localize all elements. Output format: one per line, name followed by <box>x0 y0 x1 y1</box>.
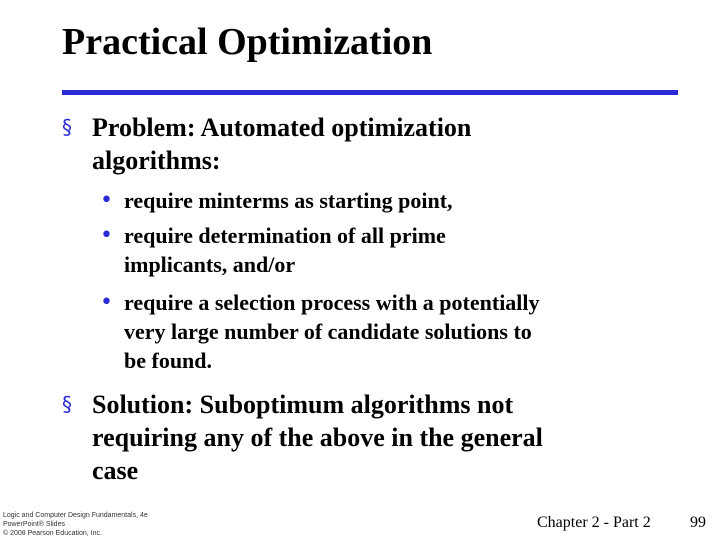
sub-item-prime-implicants-text <box>124 221 684 279</box>
sub-item-selection-process-line-2: very large number of candidate solutions to <box>124 319 532 344</box>
bullet-solution-line-1: Solution: Suboptimum algorithms not <box>92 390 514 419</box>
title-divider <box>62 90 678 95</box>
sub-item-selection-process-text <box>124 288 684 375</box>
sub-item-minterms-text <box>124 186 684 215</box>
bullet-solution-line-3: case <box>92 456 139 485</box>
sub-bullet-icon: • <box>100 223 113 248</box>
publisher-credit-line-2: PowerPoint® Slides <box>3 521 65 528</box>
publisher-credit <box>3 511 148 538</box>
bullet-solution-line-2: requiring any of the above in the general <box>92 423 543 452</box>
sub-bullet-icon: • <box>100 290 113 315</box>
bullet-problem-line-2: algorithms: <box>92 146 221 175</box>
sub-item-selection-process-line-1: require a selection process with a potentially <box>124 290 540 315</box>
slide-title: Practical Optimization <box>62 21 433 63</box>
publisher-credit-line-3: © 2008 Pearson Education, Inc. <box>3 530 102 537</box>
sub-item-prime-implicants-line-2: implicants, and/or <box>124 252 296 277</box>
sub-item-selection-process-line-3: be found. <box>124 348 213 373</box>
chapter-label: Chapter 2 - Part 2 <box>537 514 651 531</box>
sub-item-minterms-line-1: require minterms as starting point, <box>124 188 453 213</box>
section-bullet-icon: § <box>62 115 72 139</box>
section-bullet-icon: § <box>62 392 72 416</box>
sub-item-prime-implicants-line-1: require determination of all prime <box>124 223 446 248</box>
sub-bullet-icon: • <box>100 188 113 213</box>
page-number: 99 <box>690 514 706 531</box>
bullet-problem-text <box>92 111 682 177</box>
publisher-credit-line-1: Logic and Computer Design Fundamentals, 4e <box>3 512 148 519</box>
bullet-solution-text <box>92 388 682 487</box>
bullet-problem-line-1: Problem: Automated optimization <box>92 113 472 142</box>
